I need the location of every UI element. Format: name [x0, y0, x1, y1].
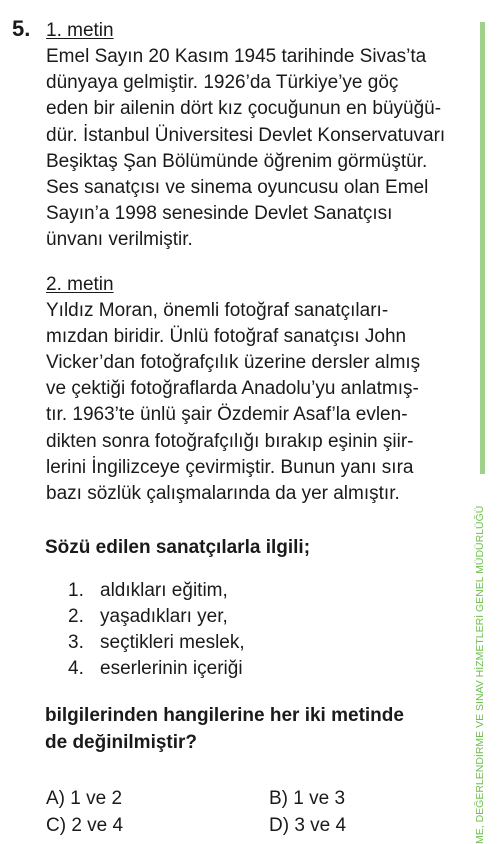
item-text: eserlerinin içeriği — [100, 658, 243, 679]
list-item — [68, 604, 245, 630]
option-d[interactable]: D) 3 ve 4 — [269, 815, 347, 836]
text2-heading: 2. metin — [46, 273, 114, 295]
text2-line: Yıldız Moran, önemli fotoğraf sanatçıları- — [46, 299, 389, 321]
option-b[interactable]: B) 1 ve 3 — [269, 788, 346, 809]
question-number: 5. — [12, 16, 31, 41]
text2-line: dikten sonra fotoğrafçılığı bırakıp eşinin şiir- — [46, 430, 414, 452]
sidebar-accent-bar — [480, 22, 485, 474]
item-text: seçtikleri meslek, — [100, 632, 245, 653]
item-number: 1. — [68, 580, 84, 601]
text1-line: dür. İstanbul Üniversitesi Devlet Konservatuvarı — [46, 124, 446, 146]
text1-line: eden bir ailenin dört kız çocuğunun en büyüğü- — [46, 98, 442, 120]
list-item — [68, 656, 245, 682]
text1-line: Emel Sayın 20 Kasım 1945 tarihinde Sivas’ta — [46, 46, 427, 67]
item-number: 3. — [68, 632, 84, 653]
list-item — [68, 630, 245, 656]
question-prompt-line-1: bilgilerinden hangilerine her iki metinde — [45, 705, 404, 726]
option-a[interactable]: A) 1 ve 2 — [46, 788, 123, 809]
text1-line: Sayın’a 1998 senesinde Devlet Sanatçısı — [46, 203, 393, 225]
text2-line: bazı sözlük çalışmalarında da yer almıştır. — [46, 483, 400, 505]
item-number: 4. — [68, 658, 84, 679]
question-stem: Sözü edilen sanatçılarla ilgili; — [45, 537, 311, 558]
text1-heading: 1. metin — [46, 20, 114, 41]
list-item — [68, 578, 245, 604]
item-text: aldıkları eğitim, — [100, 580, 228, 601]
text2-line: lerini İngilizceye çevirmiştir. Bunun yanı sıra — [46, 456, 414, 478]
text1-line: Beşiktaş Şan Bölümünde öğrenim görmüştür. — [46, 150, 428, 172]
question-prompt-line-2: de değinilmiştir? — [45, 732, 198, 753]
text1-line: Ses sanatçısı ve sinema oyuncusu olan Emel — [46, 177, 429, 199]
option-c[interactable]: C) 2 ve 4 — [46, 815, 124, 836]
item-list — [68, 578, 245, 682]
text2-line: ve çektiği fotoğraflarda Anadolu’yu anlatmış- — [46, 378, 419, 400]
reading-passages — [46, 18, 456, 507]
item-text: yaşadıkları yer, — [100, 606, 228, 627]
text2-line: Vicker’dan fotoğrafçılık üzerine dersler almış — [46, 352, 421, 374]
text2-line: mızdan biridir. Ünlü fotoğraf sanatçısı John — [46, 325, 407, 347]
text1-line: ünvanı verilmiştir. — [46, 229, 193, 251]
text1-line: dünyaya gelmiştir. 1926’da Türkiye’ye göç — [46, 72, 399, 94]
sidebar-publisher-text: ME, DEĞERLENDİRME VE SINAV HİZMETLERİ GENEL MÜDÜRLÜĞÜ — [474, 505, 486, 844]
text2-line: tır. 1963’te ünlü şair Özdemir Asaf’la evlen- — [46, 404, 408, 426]
item-number: 2. — [68, 606, 84, 627]
